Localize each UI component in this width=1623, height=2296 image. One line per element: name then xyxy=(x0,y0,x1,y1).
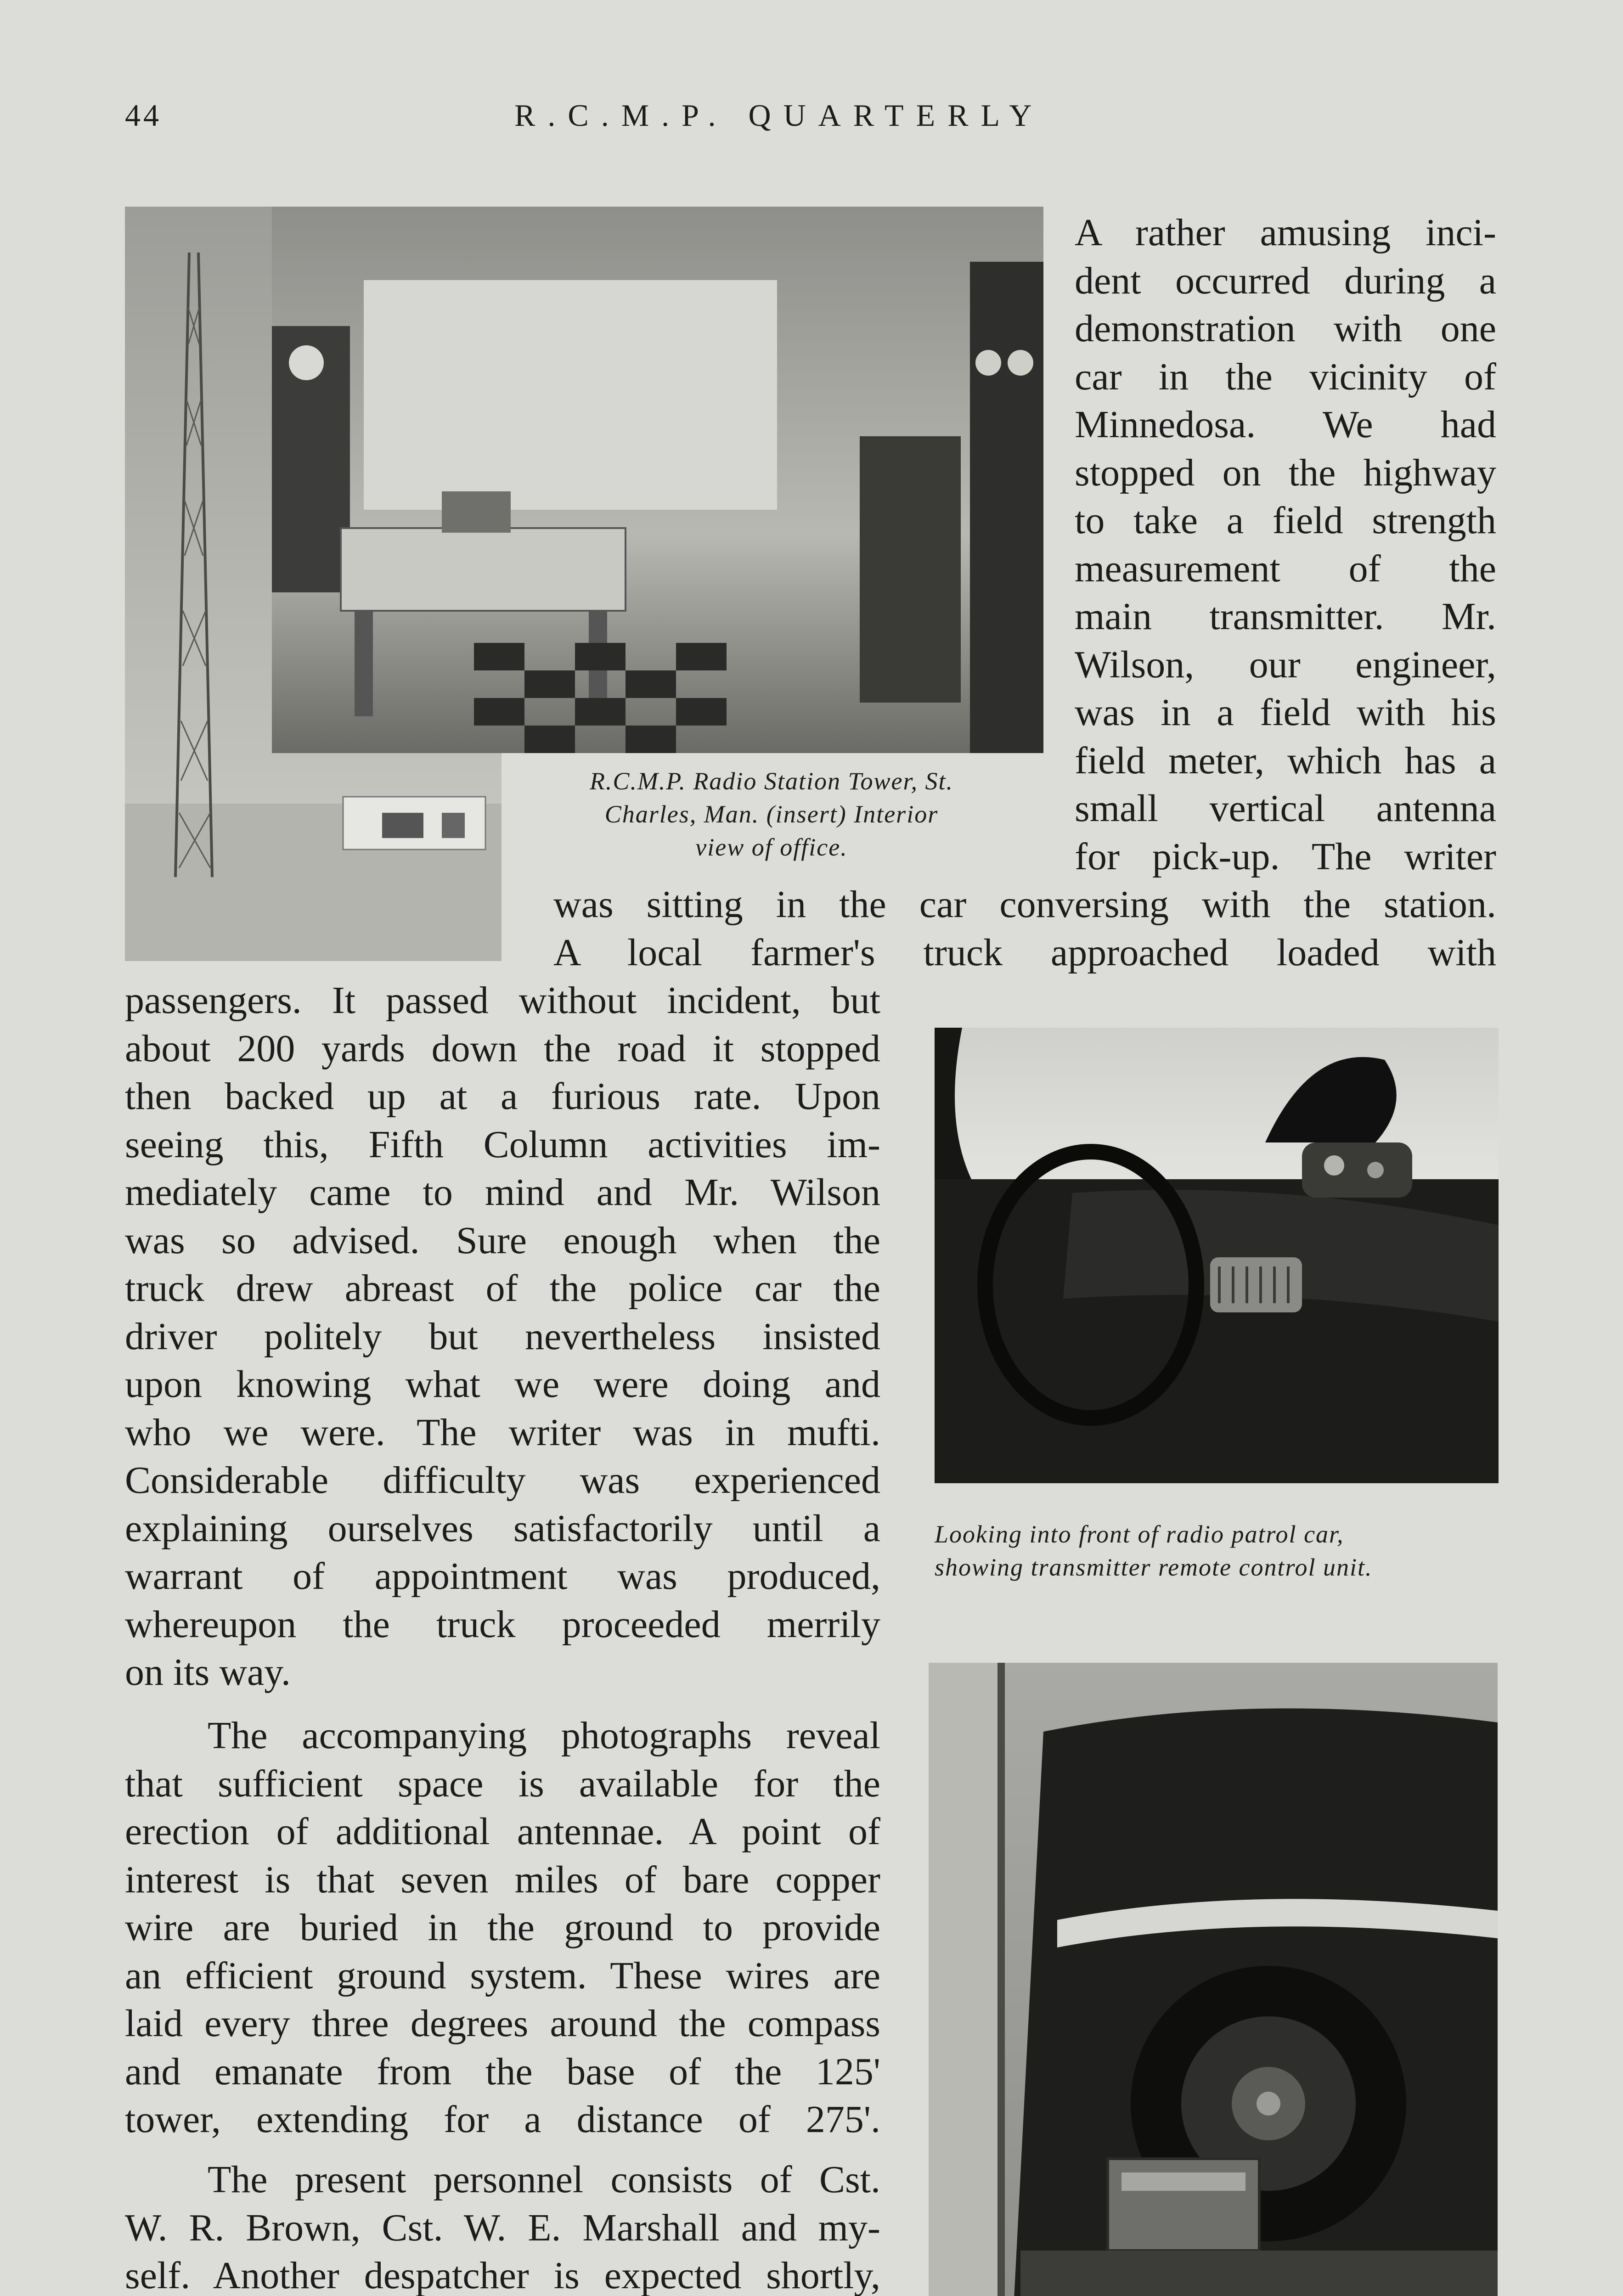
text-line: Minnedosa. We had xyxy=(1075,403,1496,446)
text-line: laid every three degrees around the compass xyxy=(125,2002,880,2045)
tower-photo-caption xyxy=(505,765,1038,864)
text-line: was so advised. Sure enough when the xyxy=(125,1219,880,1262)
text-line: self. Another despatcher is expected shortly, xyxy=(125,2254,880,2296)
text-line: explaining ourselves satisfactorily until a xyxy=(125,1507,880,1550)
text-line: who we were. The writer was in mufti. xyxy=(125,1411,880,1454)
text-line: measurement of the xyxy=(1075,547,1496,590)
car-trunk-photo xyxy=(929,1663,1498,2296)
text-line: about 200 yards down the road it stopped xyxy=(125,1027,880,1070)
text-line: an efficient ground system. These wires are xyxy=(125,1954,880,1997)
caption-line: Charles, Man. (insert) Interior xyxy=(604,800,939,828)
text-line: for pick-up. The writer xyxy=(1075,835,1496,878)
text-line: was sitting in the car conversing with the station. xyxy=(553,883,1496,926)
text-line: A local farmer's truck approached loaded with xyxy=(553,931,1496,974)
running-title: R.C.M.P. QUARTERLY xyxy=(514,98,1044,133)
text-line: that sufficient space is available for the xyxy=(125,1762,880,1805)
text-line: on its way. xyxy=(125,1651,291,1694)
text-line: W. R. Brown, Cst. W. E. Marshall and my- xyxy=(125,2206,880,2249)
left-column-paragraph-3 xyxy=(125,2156,880,2296)
text-line: tower, extending for a distance of 275'. xyxy=(125,2098,880,2141)
text-line: whereupon the truck proceeded merrily xyxy=(125,1603,880,1646)
caption-line: R.C.M.P. Radio Station Tower, St. xyxy=(589,767,954,795)
caption-line: showing transmitter remote control unit. xyxy=(935,1553,1373,1581)
text-line: The accompanying photographs reveal xyxy=(208,1714,880,1757)
caption-line: view of office. xyxy=(695,833,848,861)
text-line: erection of additional antennae. A point of xyxy=(125,1810,880,1853)
text-line: warrant of appointment was produced, xyxy=(125,1555,880,1598)
text-line: truck drew abreast of the police car the xyxy=(125,1267,880,1310)
text-line: was in a field with his xyxy=(1075,691,1496,734)
text-line: Considerable difficulty was experienced xyxy=(125,1459,880,1502)
car-front-photo-caption xyxy=(935,1518,1499,1584)
text-line: mediately came to mind and Mr. Wilson xyxy=(125,1171,880,1214)
text-line: interest is that seven miles of bare copper xyxy=(125,1858,880,1901)
text-line: A rather amusing inci- xyxy=(1075,211,1496,254)
text-line: main transmitter. Mr. xyxy=(1075,595,1496,638)
car-front-photo xyxy=(935,1028,1499,1483)
text-line: dent occurred during a xyxy=(1075,259,1496,302)
page-number: 44 xyxy=(125,98,162,133)
text-line: small vertical antenna xyxy=(1075,787,1496,830)
text-line: demonstration with one xyxy=(1075,307,1496,350)
text-line: then backed up at a furious rate. Upon xyxy=(125,1075,880,1118)
left-column-paragraph-2 xyxy=(125,1712,880,2144)
text-line: The present personnel consists of Cst. xyxy=(208,2158,880,2201)
text-line: field meter, which has a xyxy=(1075,739,1496,782)
wide-text-lines xyxy=(553,881,1496,977)
text-line: Wilson, our engineer, xyxy=(1075,643,1496,686)
right-column-text xyxy=(1075,209,1496,881)
text-line: upon knowing what we were doing and xyxy=(125,1363,880,1406)
text-line: driver politely but nevertheless insisted xyxy=(125,1315,880,1358)
text-line: passengers. It passed without incident, but xyxy=(125,979,880,1022)
text-line: stopped on the highway xyxy=(1075,451,1496,494)
text-line: car in the vicinity of xyxy=(1075,355,1496,398)
left-column-paragraph-1 xyxy=(125,977,880,1697)
text-line: seeing this, Fifth Column activities im- xyxy=(125,1123,880,1166)
caption-line: Looking into front of radio patrol car, xyxy=(935,1520,1344,1548)
text-line: wire are buried in the ground to provide xyxy=(125,1906,880,1949)
text-line: to take a field strength xyxy=(1075,499,1496,542)
text-line: and emanate from the base of the 125' xyxy=(125,2050,880,2093)
